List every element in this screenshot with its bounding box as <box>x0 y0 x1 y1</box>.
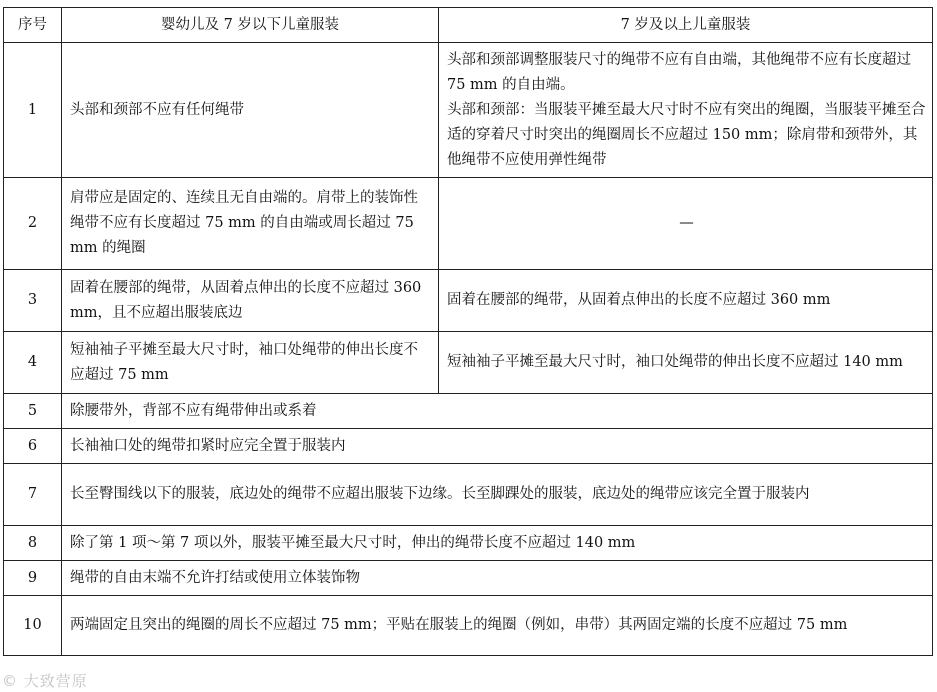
child-cell <box>439 43 933 178</box>
table-row <box>4 178 933 270</box>
row-number: 5 <box>4 394 62 429</box>
table-header-row <box>4 8 933 43</box>
table-row <box>4 270 933 332</box>
row-number: 10 <box>4 596 62 656</box>
row-number: 2 <box>4 178 62 270</box>
row-number: 6 <box>4 429 62 464</box>
row-number: 7 <box>4 464 62 526</box>
table-row <box>4 561 933 596</box>
table-row <box>4 394 933 429</box>
row-number: 3 <box>4 270 62 332</box>
watermark: © 大致营原 <box>2 672 88 690</box>
merged-cell: 除了第 1 项～第 7 项以外，服装平摊至最大尺寸时，伸出的绳带长度不应超过 140 mm <box>62 526 933 561</box>
merged-cell: 长袖袖口处的绳带扣紧时应完全置于服装内 <box>62 429 933 464</box>
child-cell: 短袖袖子平摊至最大尺寸时，袖口处绳带的伸出长度不应超过 140 mm <box>439 332 933 394</box>
infant-cell: 肩带应是固定的、连续且无自由端的。肩带上的装饰性绳带不应有长度超过 75 mm 的自由端或周长超过 75 mm 的绳圈 <box>62 178 439 270</box>
infant-cell: 头部和颈部不应有任何绳带 <box>62 43 439 178</box>
header-child: 7 岁及以上儿童服装 <box>439 8 933 43</box>
header-index: 序号 <box>4 8 62 43</box>
child-paragraph: 头部和颈部调整服装尺寸的绳带不应有自由端，其他绳带不应有长度超过 75 mm 的自由端。 <box>447 51 911 93</box>
drawstring-requirements-table <box>3 7 933 656</box>
row-number: 4 <box>4 332 62 394</box>
infant-cell: 固着在腰部的绳带，从固着点伸出的长度不应超过 360 mm，且不应超出服装底边 <box>62 270 439 332</box>
row-number: 1 <box>4 43 62 178</box>
table-row <box>4 526 933 561</box>
table-row <box>4 43 933 178</box>
table-row <box>4 429 933 464</box>
header-infant: 婴幼儿及 7 岁以下儿童服装 <box>62 8 439 43</box>
merged-cell: 长至臀围线以下的服装，底边处的绳带不应超出服装下边缘。长至脚踝处的服装，底边处的绳带应该完全置于服装内 <box>62 464 933 526</box>
table-row <box>4 332 933 394</box>
merged-cell: 绳带的自由末端不允许打结或使用立体装饰物 <box>62 561 933 596</box>
row-number: 9 <box>4 561 62 596</box>
child-paragraph: 头部和颈部：当服装平摊至最大尺寸时不应有突出的绳圈，当服装平摊至合适的穿着尺寸时突出的绳圈周长不应超过 150 mm；除肩带和颈带外，其他绳带不应使用弹性绳带 <box>447 101 926 168</box>
child-cell: — <box>439 178 933 270</box>
child-cell: 固着在腰部的绳带，从固着点伸出的长度不应超过 360 mm <box>439 270 933 332</box>
merged-cell: 除腰带外，背部不应有绳带伸出或系着 <box>62 394 933 429</box>
table-row <box>4 596 933 656</box>
merged-cell: 两端固定且突出的绳圈的周长不应超过 75 mm；平贴在服装上的绳圈（例如，串带）其两固定端的长度不应超过 75 mm <box>62 596 933 656</box>
infant-cell: 短袖袖子平摊至最大尺寸时，袖口处绳带的伸出长度不应超过 75 mm <box>62 332 439 394</box>
row-number: 8 <box>4 526 62 561</box>
table-row <box>4 464 933 526</box>
